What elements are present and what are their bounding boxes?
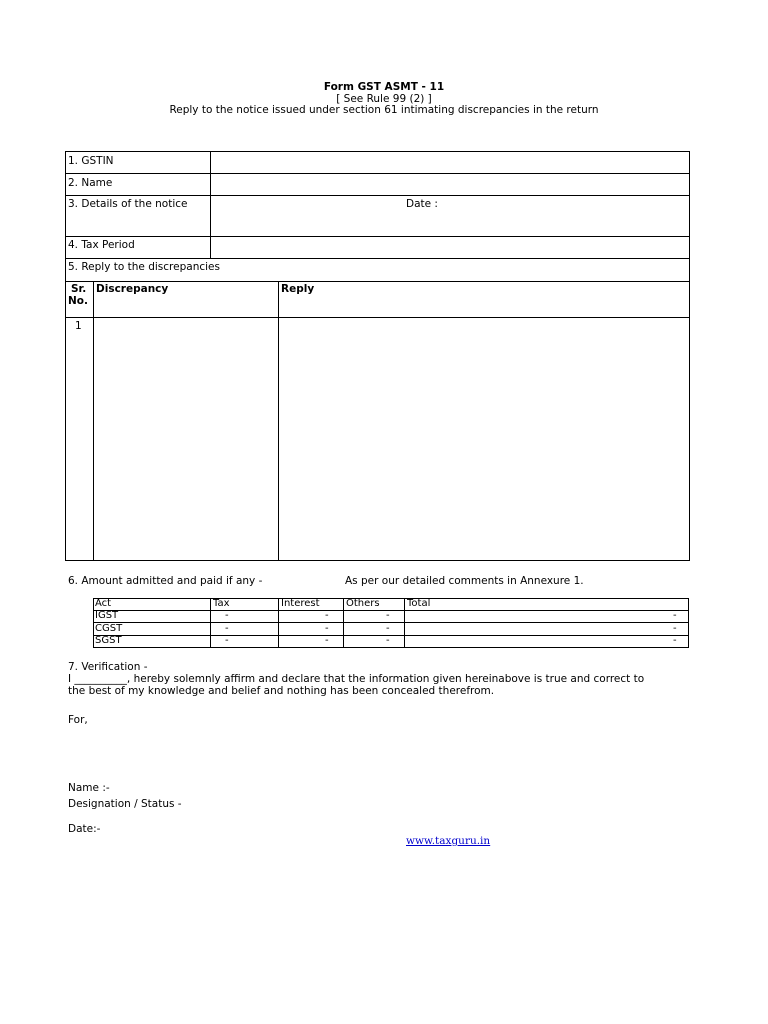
for-label: For, bbox=[68, 714, 88, 726]
taxguru-link[interactable]: www.taxguru.in bbox=[406, 835, 491, 847]
notice-details-label: 3. Details of the notice bbox=[68, 198, 188, 210]
amount-label: 6. Amount admitted and paid if any - bbox=[68, 575, 263, 587]
reply-header: Reply bbox=[281, 283, 315, 295]
amount-table bbox=[93, 598, 689, 648]
notice-details-field[interactable] bbox=[212, 196, 688, 235]
table-row-sgst-tax: - bbox=[225, 635, 229, 646]
discrepancy-header: Discrepancy bbox=[96, 283, 169, 295]
table-row-cgst-others: - bbox=[386, 623, 390, 634]
table-row-igst-tax: - bbox=[225, 610, 229, 621]
gstin-label: 1. GSTIN bbox=[68, 155, 114, 167]
table-row-cgst-tax: - bbox=[225, 623, 229, 634]
reply-field[interactable] bbox=[280, 318, 689, 560]
tax-period-label: 4. Tax Period bbox=[68, 239, 135, 251]
col-act: Act bbox=[95, 598, 112, 609]
col-total: Total bbox=[407, 598, 431, 609]
name-field[interactable] bbox=[212, 174, 688, 194]
annexure-note: As per our detailed comments in Annexure 1. bbox=[345, 575, 584, 587]
signature-date-label: Date:- bbox=[68, 823, 101, 835]
table-row-cgst-total: - bbox=[673, 623, 677, 634]
discrepancy-field[interactable] bbox=[95, 318, 277, 560]
srno-header-line2: No. bbox=[68, 295, 88, 307]
form-subtitle: Reply to the notice issued under section 61 intimating discrepancies in the return bbox=[169, 104, 599, 116]
form-title: Form GST ASMT - 11 bbox=[323, 81, 445, 93]
verification-heading: 7. Verification - bbox=[68, 661, 148, 673]
table-row-cgst-interest: - bbox=[325, 623, 329, 634]
name-label: 2. Name bbox=[68, 177, 113, 189]
table-row-cgst-act: CGST bbox=[95, 623, 123, 634]
table-row-igst-act: IGST bbox=[95, 610, 119, 621]
notice-date-label: Date : bbox=[406, 198, 438, 210]
table-row-igst-others: - bbox=[386, 610, 390, 621]
srno-header-line1: Sr. bbox=[71, 283, 87, 295]
designation-label: Designation / Status - bbox=[68, 798, 182, 810]
rule-reference: [ See Rule 99 (2) ] bbox=[336, 93, 432, 105]
reply-section-label: 5. Reply to the discrepancies bbox=[68, 261, 220, 273]
gstin-field[interactable] bbox=[212, 152, 688, 172]
table-row-sgst-act: SGST bbox=[95, 635, 122, 646]
table-row-igst-total: - bbox=[673, 610, 677, 621]
tax-period-field[interactable] bbox=[212, 237, 688, 257]
signatory-name-label: Name :- bbox=[68, 782, 110, 794]
col-others: Others bbox=[346, 598, 380, 609]
row-number: 1 bbox=[75, 320, 82, 332]
table-row-sgst-total: - bbox=[673, 635, 677, 646]
table-row-sgst-others: - bbox=[386, 635, 390, 646]
verification-line2: the best of my knowledge and belief and nothing has been concealed therefrom. bbox=[68, 685, 495, 697]
verification-line1: I __________, hereby solemnly affirm and declare that the information given hereinabove is true and correct to bbox=[68, 673, 645, 685]
col-tax: Tax bbox=[213, 598, 230, 609]
table-row-sgst-interest: - bbox=[325, 635, 329, 646]
table-row-igst-interest: - bbox=[325, 610, 329, 621]
col-interest: Interest bbox=[281, 598, 320, 609]
